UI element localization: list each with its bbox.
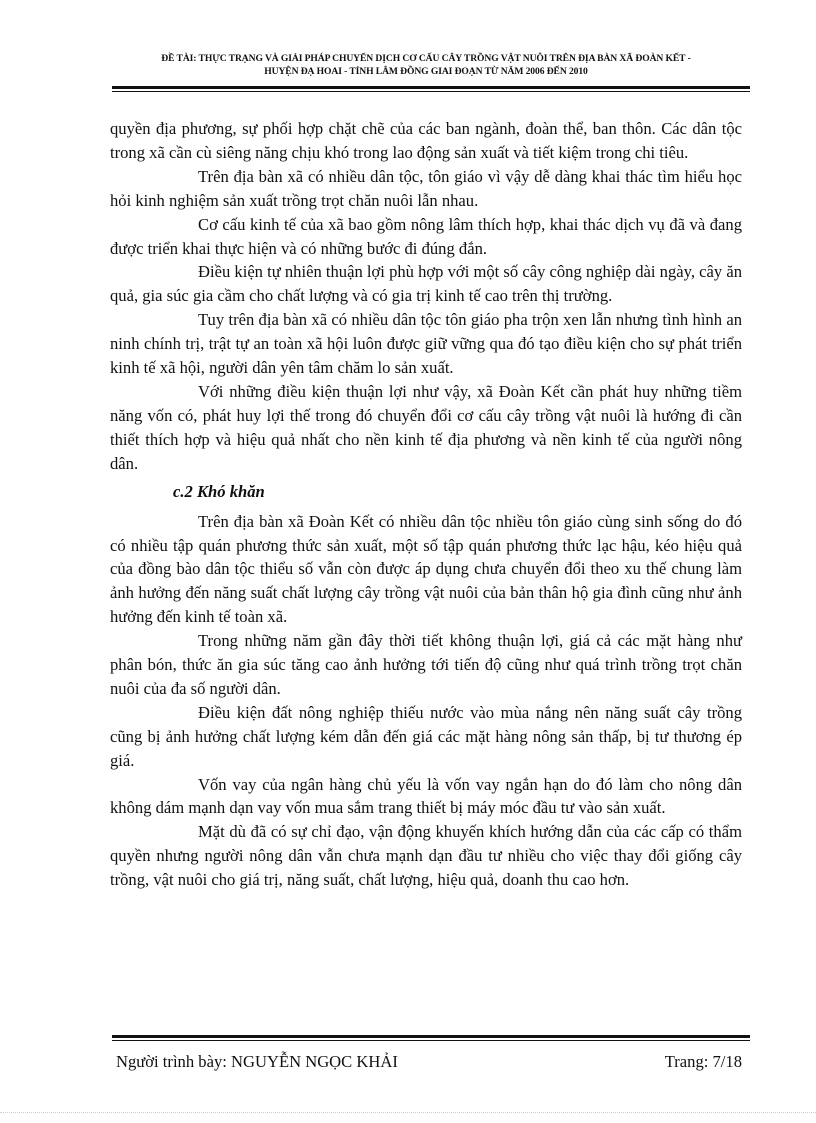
paragraph: Điều kiện tự nhiên thuận lợi phù hợp với một số cây công nghiệp dài ngày, cây ăn quả, gia súc gia cầm cho chất lượng và có gia trị kinh tế cao trên thị trường.	[110, 262, 742, 306]
header-title-line-1: ĐỀ TÀI: THỰC TRẠNG VÀ GIẢI PHÁP CHUYỂN DỊCH CƠ CẤU CÂY TRỒNG VẬT NUÔI TRÊN ĐỊA BÀN XÃ ĐOÀN KẾT -	[161, 53, 691, 64]
section-heading: c.2 Khó khăn	[173, 481, 265, 501]
page-header	[110, 52, 742, 78]
paragraph: Cơ cấu kinh tế của xã bao gồm nông lâm thích hợp, khai thác dịch vụ đã và đang được triển khai thực hiện và có những bước đi đúng đắn.	[110, 214, 742, 258]
footer-rule-thick	[112, 1035, 750, 1038]
paragraph: Điều kiện đất nông nghiệp thiếu nước vào mùa nắng nên năng suất cây trồng cũng bị ảnh hưởng chất lượng kém dẫn đến giá các mặt hàng nông sản thấp, bị tư thương ép giá.	[110, 702, 742, 770]
paragraph: Trên địa bàn xã Đoàn Kết có nhiều dân tộc nhiều tôn giáo cùng sinh sống do đó có nhiều tập quán phương thức sản xuất, một số tập quán phương thức lạc hậu, kéo hiệu quả của đồng bào dân tộc thiểu số vẫn còn được áp dụng chưa chuyển đổi theo xu thế chung làm ảnh hưởng đến năng suất chất lượng cây trồng vật nuôi của bản thân hộ gia đình cũng như ảnh hưởng đến kinh tế toàn xã.	[110, 511, 742, 627]
footer-author: Người trình bày: NGUYỄN NGỌC KHẢI	[116, 1052, 398, 1071]
paragraph: Mặt dù đã có sự chỉ đạo, vận động khuyến khích hướng dẫn của các cấp có thẩm quyền nhưng người nông dân vẫn chưa mạnh dạn đầu tư nhiều cho việc thay đổi giống cây trồng, vật nuôi cho giá trị, năng suất, chất lượng, hiệu quả, doanh thu cao hơn.	[110, 822, 742, 890]
paragraph: Trên địa bàn xã có nhiều dân tộc, tôn giáo vì vậy dễ dàng khai thác tìm hiểu học hỏi kinh nghiệm sản xuất trồng trọt chăn nuôi lẫn nhau.	[110, 166, 742, 210]
paragraph: Tuy trên địa bàn xã có nhiều dân tộc tôn giáo pha trộn xen lẫn nhưng tình hình an ninh chính trị, trật tự an toàn xã hội luôn được giữ vững qua đó tạo điều kiện cho sự phát triển kinh tế xã hội, người dân yên tâm chăm lo sản xuất.	[110, 310, 742, 378]
header-rule-thin	[112, 91, 750, 92]
page-footer	[112, 1052, 742, 1076]
header-title-line-2: HUYỆN ĐẠ HOAI - TỈNH LÂM ĐỒNG GIAI ĐOẠN TỪ NĂM 2006 ĐẾN 2010	[264, 66, 588, 77]
page-bottom-edge	[0, 1112, 816, 1113]
header-rule-thick	[112, 86, 750, 89]
paragraph-continuation: quyền địa phương, sự phối hợp chặt chẽ của các ban ngành, đoàn thể, ban thôn. Các dân tộc trong xã cần cù siêng năng chịu khó trong lao động sản xuất và tiết kiệm trong chi tiêu.	[110, 119, 742, 162]
document-body	[110, 117, 742, 892]
footer-page-number: Trang: 7/18	[664, 1052, 742, 1071]
paragraph: Vốn vay của ngân hàng chủ yếu là vốn vay ngắn hạn do đó làm cho nông dân không dám mạnh dạn vay vốn mua sắm trang thiết bị máy móc đầu tư vào sản xuất.	[110, 774, 742, 818]
paragraph: Trong những năm gần đây thời tiết không thuận lợi, giá cả các mặt hàng như phân bón, thức ăn gia súc tăng cao ảnh hưởng tới tiến độ cũng như quá trình trồng trọt chăn nuôi của đa số người dân.	[110, 631, 742, 698]
footer-rule-thin	[112, 1040, 750, 1041]
paragraph: Với những điều kiện thuận lợi như vậy, xã Đoàn Kết cần phát huy những tiềm năng vốn có, phát huy lợi thế trong đó chuyển đổi cơ cấu cây trồng vật nuôi là hướng đi cần thiết thích hợp và hiệu quả nhất cho nền kinh tế địa phương và nền kinh tế của người nông dân.	[110, 381, 742, 473]
